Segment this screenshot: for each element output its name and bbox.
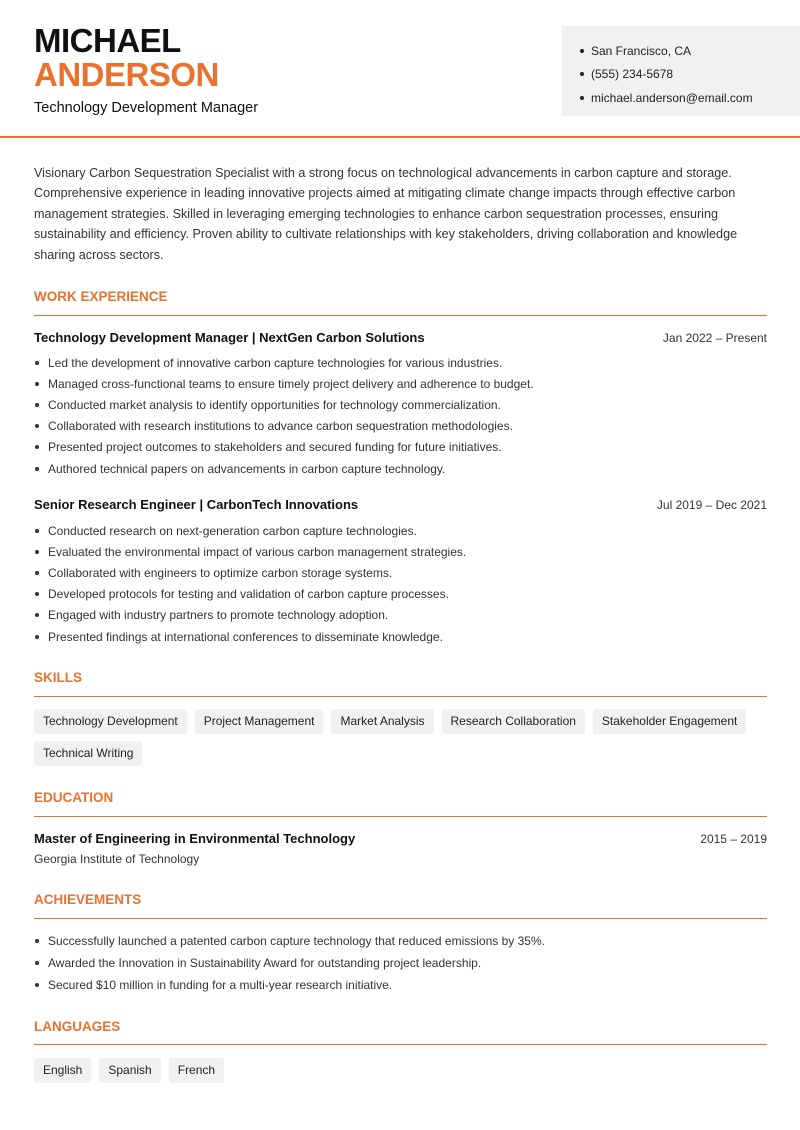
education-dates: 2015 – 2019	[700, 832, 767, 846]
job-2-bullets	[34, 520, 767, 647]
skills-heading: SKILLS	[34, 670, 83, 685]
education-divider	[34, 816, 767, 817]
bullet-icon	[35, 445, 39, 449]
resume-header	[0, 0, 800, 137]
bullet-text: Authored technical papers on advancements in carbon capture technology.	[48, 461, 446, 476]
bullet-icon	[35, 424, 39, 428]
contact-email-text: michael.anderson@email.com	[591, 90, 753, 105]
bullet-icon	[35, 961, 39, 965]
bullet-text: Awarded the Innovation in Sustainability Award for outstanding project leadership.	[48, 956, 482, 970]
bullet-text: Led the development of innovative carbon capture technologies for various industries.	[48, 355, 503, 370]
bullet-icon	[35, 571, 39, 575]
bullet-icon	[35, 939, 39, 943]
bullet-icon	[35, 550, 39, 554]
job-2-header	[34, 497, 767, 512]
list-item	[34, 974, 767, 996]
languages-tags	[34, 1058, 767, 1083]
contact-location	[580, 39, 800, 63]
work-experience-heading: WORK EXPERIENCE	[34, 289, 168, 304]
bullet-icon	[35, 361, 39, 365]
bullet-icon	[35, 592, 39, 596]
contact-email	[580, 86, 800, 110]
list-item	[34, 373, 767, 394]
school-name: Georgia Institute of Technology	[34, 852, 200, 866]
job-title: Technology Development Manager	[34, 100, 259, 116]
job-1-role: Technology Development Manager | NextGen Carbon Solutions	[34, 330, 425, 345]
skill-tag: Technical Writing	[34, 741, 142, 766]
contact-location-text: San Francisco, CA	[591, 43, 692, 58]
bullet-text: Secured $10 million in funding for a multi-year research initiative.	[48, 978, 393, 992]
bullet-icon	[35, 382, 39, 386]
job-2-dates: Jul 2019 – Dec 2021	[656, 498, 767, 512]
contact-phone	[580, 63, 800, 87]
list-item	[34, 458, 767, 479]
achievements-list	[34, 930, 767, 996]
achievements-divider	[34, 918, 767, 919]
bullet-icon	[35, 467, 39, 471]
degree: Master of Engineering in Environmental Technology	[34, 831, 356, 846]
languages-divider	[34, 1044, 767, 1045]
bullet-icon	[35, 635, 39, 639]
bullet-icon	[35, 613, 39, 617]
education-heading: EDUCATION	[34, 790, 114, 805]
job-1-dates: Jan 2022 – Present	[662, 331, 767, 345]
languages-heading: LANGUAGES	[34, 1019, 121, 1034]
language-tag: French	[169, 1058, 224, 1083]
bullet-text: Conducted research on next-generation carbon capture technologies.	[48, 523, 417, 538]
bullet-text: Collaborated with research institutions to advance carbon sequestration methodologies.	[48, 419, 513, 434]
skill-tag: Stakeholder Engagement	[593, 709, 746, 734]
language-tag: Spanish	[99, 1058, 160, 1083]
work-experience-divider	[34, 315, 767, 316]
bullet-icon	[580, 96, 584, 100]
list-item	[34, 416, 767, 437]
bullet-text: Managed cross-functional teams to ensure timely project delivery and adherence to budget.	[48, 376, 534, 391]
bullet-icon	[35, 529, 39, 533]
bullet-text: Successfully launched a patented carbon capture technology that reduced emissions by 35%.	[48, 934, 545, 948]
header-divider	[0, 136, 800, 138]
list-item	[34, 520, 767, 541]
list-item	[34, 952, 767, 974]
education-header	[34, 831, 767, 846]
list-item	[34, 562, 767, 583]
bullet-icon	[35, 983, 39, 987]
list-item	[34, 437, 767, 458]
contact-box	[562, 26, 800, 116]
bullet-icon	[580, 49, 584, 53]
skill-tag: Research Collaboration	[442, 709, 585, 734]
job-1-bullets	[34, 352, 767, 479]
list-item	[34, 352, 767, 373]
skill-tag: Technology Development	[34, 709, 187, 734]
list-item	[34, 626, 767, 647]
bullet-icon	[580, 72, 584, 76]
list-item	[34, 605, 767, 626]
bullet-text: Engaged with industry partners to promote technology adoption.	[48, 608, 389, 623]
bullet-text: Collaborated with engineers to optimize carbon storage systems.	[48, 565, 393, 580]
bullet-text: Presented project outcomes to stakeholders and secured funding for future initiatives.	[48, 440, 502, 455]
job-1-header	[34, 330, 767, 345]
bullet-text: Presented findings at international conferences to disseminate knowledge.	[48, 629, 443, 644]
last-name: ANDERSON	[34, 56, 219, 93]
language-tag: English	[34, 1058, 91, 1083]
list-item	[34, 394, 767, 415]
bullet-text: Conducted market analysis to identify opportunities for technology commercialization.	[48, 397, 501, 412]
skills-divider	[34, 696, 767, 697]
summary-text: Visionary Carbon Sequestration Specialist with a strong focus on technological advancements in carbon capture and storage. Comprehensive experience in leading innovative projects aimed at mitigating climate change impacts through effective carbon management strategies. Skilled in leveraging emerging technologies to enhance carbon sequestration processes, ensuring sustainability and efficiency. Proven ability to cultivate relationships with key stakeholders, driving collaboration and knowledge sharing across sectors.	[34, 166, 738, 262]
first-name: MICHAEL	[34, 22, 181, 59]
contact-phone-text: (555) 234-5678	[591, 67, 674, 82]
bullet-text: Evaluated the environmental impact of various carbon management strategies.	[48, 544, 467, 559]
bullet-text: Developed protocols for testing and validation of carbon capture processes.	[48, 587, 449, 602]
bullet-icon	[35, 403, 39, 407]
achievements-heading: ACHIEVEMENTS	[34, 892, 142, 907]
skill-tag: Project Management	[195, 709, 324, 734]
list-item	[34, 541, 767, 562]
job-2-role: Senior Research Engineer | CarbonTech Innovations	[34, 497, 359, 512]
skill-tag: Market Analysis	[331, 709, 433, 734]
skills-tags	[34, 709, 767, 766]
list-item	[34, 584, 767, 605]
list-item	[34, 930, 767, 952]
